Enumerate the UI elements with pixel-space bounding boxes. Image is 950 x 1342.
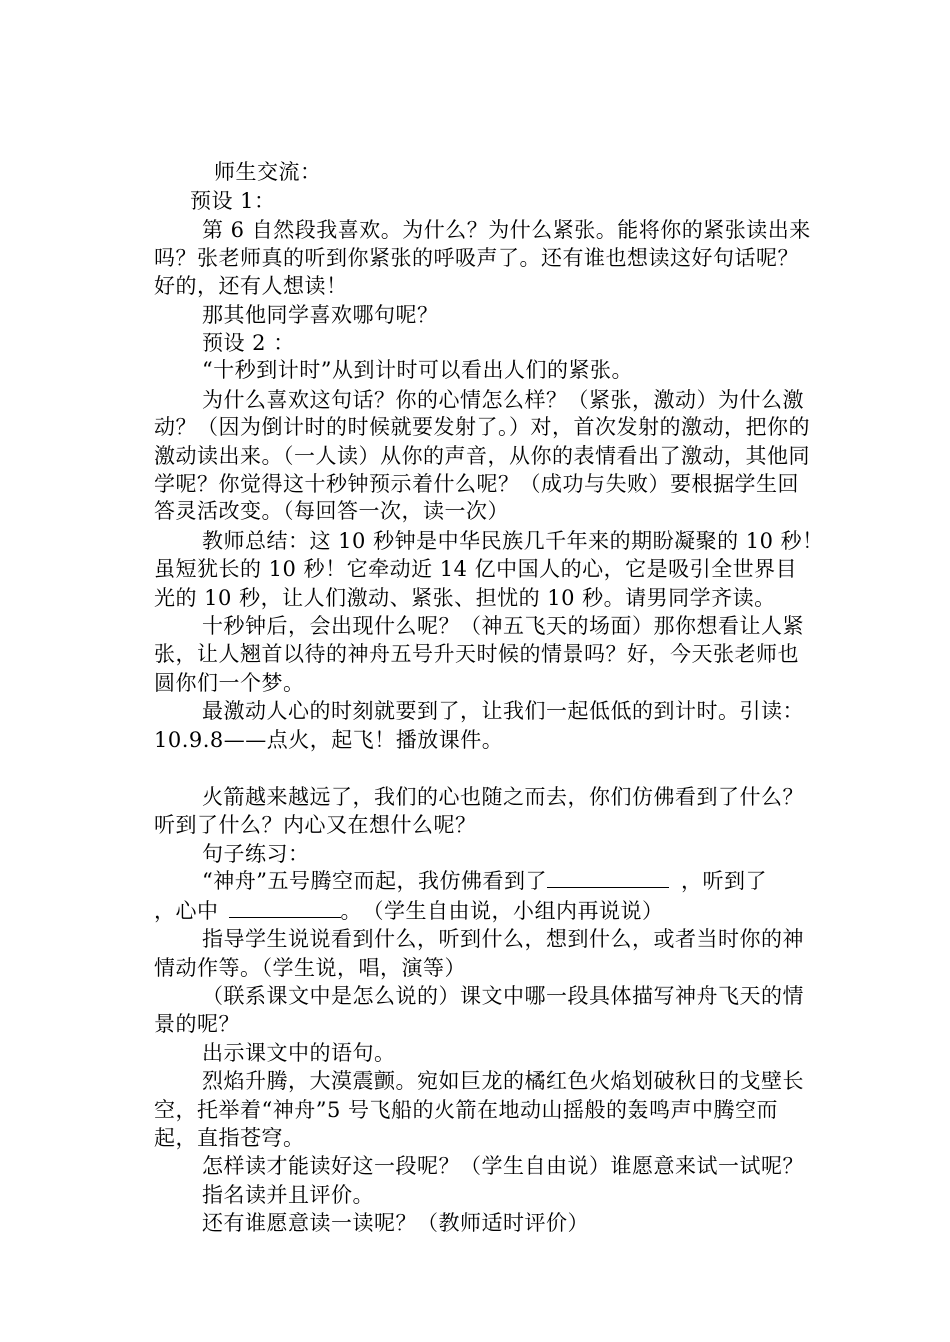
text-line: 吗？张老师真的听到你紧张的呼吸声了。还有谁也想读这好句话呢？ [154,246,799,270]
text-line: 景的呢？ [154,1012,240,1036]
text-line: 为什么喜欢这句话？你的心情怎么样？（紧张，激动）为什么激 [202,388,804,412]
text-line: 指名读并且评价。 [202,1183,374,1207]
text-line: 学呢？你觉得这十秒钟预示着什么呢？（成功与失败）要根据学生回 [154,472,799,496]
text-line: 还有谁愿意读一读呢？（教师适时评价） [202,1211,589,1235]
fill-in-text: ，心中 [154,899,219,923]
text-line: 出示课文中的语句。 [202,1041,396,1065]
text-line: 情动作等。（学生说，唱，演等） [154,956,466,980]
fill-in-line-2 [154,897,664,925]
text-line: 十秒钟后，会出现什么呢？（神五飞天的场面）那你想看让人紧 [202,614,804,638]
fill-in-line-1 [202,867,767,895]
text-line: 10.9.8——点火，起飞！播放课件。 [154,728,504,752]
heading-preset-2: 预设 2 ： [202,331,295,355]
text-line: 火箭越来越远了，我们的心也随之而去，你们仿佛看到了什么？ [202,785,804,809]
heading-preset-1: 预设 1： [190,189,276,213]
text-line: 起，直指苍穹。 [154,1126,305,1150]
text-line: 虽短犹长的 10 秒！它牵动近 14 亿中国人的心，它是吸引全世界目 [154,557,798,581]
answer-blank [547,867,669,888]
text-line: 激动读出来。（一人读）从你的声音，从你的表情看出了激动，其他同 [154,444,810,468]
fill-in-text: ，听到了 [680,869,767,893]
text-line: 张，让人翘首以待的神舟五号升天时候的情景吗？好，今天张老师也 [154,642,799,666]
heading-sentence-practice: 句子练习： [202,842,310,866]
text-line: 听到了什么？内心又在想什么呢？ [154,813,477,837]
answer-blank [229,897,341,918]
text-line: 指导学生说说看到什么，听到什么，想到什么，或者当时你的神 [202,927,804,951]
text-line: 怎样读才能读好这一段呢？（学生自由说）谁愿意来试一试呢？ [202,1154,804,1178]
text-line: 教师总结：这 10 秒钟是中华民族几千年来的期盼凝聚的 10 秒！ [202,529,824,553]
text-line: 答灵活改变。（每回答一次，读一次） [154,499,509,523]
text-line: 烈焰升腾，大漠震颤。宛如巨龙的橘红色火焰划破秋日的戈壁长 [202,1069,804,1093]
fill-in-text: “神舟”五号腾空而起，我仿佛看到了 [202,869,547,893]
text-line: 那其他同学喜欢哪句呢？ [202,303,439,327]
heading-teacher-student-exchange: 师生交流： [214,160,322,184]
text-line: 圆你们一个梦。 [154,671,305,695]
text-line: 光的 10 秒，让人们激动、紧张、担忧的 10 秒。请男同学齐读。 [154,586,776,610]
text-line: （联系课文中是怎么说的）课文中哪一段具体描写神舟飞天的情 [202,984,804,1008]
text-line: 第 6 自然段我喜欢。为什么？为什么紧张。能将你的紧张读出来 [202,218,811,242]
text-line: 空，托举着“神舟”5 号飞船的火箭在地动山摇般的轰鸣声中腾空而 [154,1098,779,1122]
text-line: 动？（因为倒计时的时候就要发射了。）对，首次发射的激动，把你的 [154,415,810,439]
text-line: “十秒到计时”从到计时可以看出人们的紧张。 [202,358,633,382]
fill-in-text: 。 （学生自由说，小组内再说说） [340,899,664,923]
text-line: 最激动人心的时刻就要到了，让我们一起低低的到计时。引读： [202,699,804,723]
text-line: 好的，还有人想读！ [154,274,348,298]
